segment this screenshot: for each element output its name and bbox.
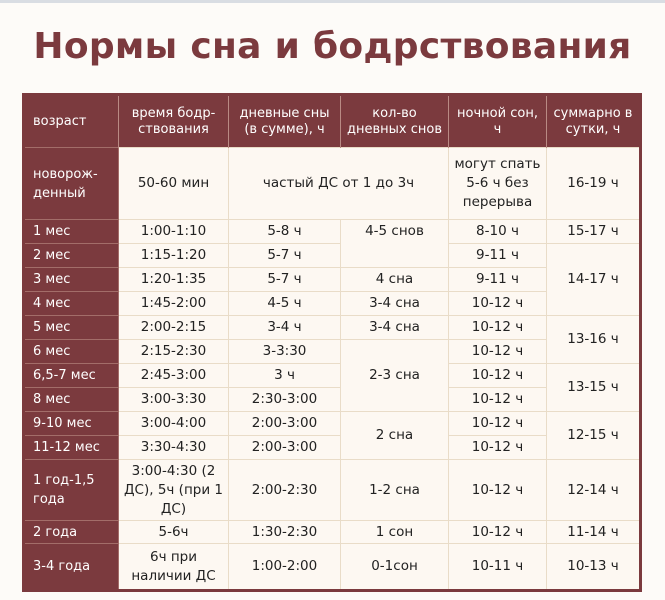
awake-cell: 1:45-2:00 [119, 292, 229, 316]
day-sleep-cell: 1:00-2:00 [229, 544, 341, 591]
night-cell: 9-11 ч [449, 244, 547, 268]
table-row [24, 316, 641, 340]
awake-cell: 2:15-2:30 [119, 340, 229, 364]
awake-cell: 3:00-4:30 (2 ДС), 5ч (при 1 ДС) [119, 460, 229, 521]
awake-cell: 3:30-4:30 [119, 436, 229, 460]
awake-cell: 6ч при наличии ДС [119, 544, 229, 591]
total-cell: 15-17 ч [547, 220, 641, 244]
total-cell: 14-17 ч [547, 244, 641, 316]
night-cell: 10-12 ч [449, 316, 547, 340]
night-cell: могут спать 5-6 ч без перерыва [449, 148, 547, 220]
age-cell: 3-4 года [24, 544, 119, 591]
naps-cell: 3-4 сна [341, 292, 449, 316]
table-row [24, 244, 641, 268]
day-sleep-cell: 1:30-2:30 [229, 521, 341, 544]
awake-cell: 50-60 мин [119, 148, 229, 220]
total-cell: 13-15 ч [547, 364, 641, 412]
age-cell: новорож-денный [24, 148, 119, 220]
age-cell: 5 мес [24, 316, 119, 340]
night-cell: 9-11 ч [449, 268, 547, 292]
naps-cell: 2 сна [341, 412, 449, 460]
total-cell: 12-14 ч [547, 460, 641, 521]
awake-cell: 3:00-3:30 [119, 388, 229, 412]
awake-cell: 1:20-1:35 [119, 268, 229, 292]
age-cell: 11-12 мес [24, 436, 119, 460]
header-day-sleep: дневные сны (в сумме), ч [229, 95, 341, 148]
naps-cell: 4-5 снов [341, 220, 449, 268]
day-sleep-cell: 2:00-3:00 [229, 436, 341, 460]
total-cell: 11-14 ч [547, 521, 641, 544]
top-divider [0, 0, 665, 3]
night-cell: 10-11 ч [449, 544, 547, 591]
age-cell: 9-10 мес [24, 412, 119, 436]
night-cell: 10-12 ч [449, 521, 547, 544]
naps-cell: 4 сна [341, 268, 449, 292]
age-cell: 4 мес [24, 292, 119, 316]
awake-cell: 1:00-1:10 [119, 220, 229, 244]
age-cell: 6,5-7 мес [24, 364, 119, 388]
awake-cell: 1:15-1:20 [119, 244, 229, 268]
awake-cell: 3:00-4:00 [119, 412, 229, 436]
table-row [24, 460, 641, 521]
age-cell: 3 мес [24, 268, 119, 292]
table-row [24, 148, 641, 220]
night-cell: 10-12 ч [449, 364, 547, 388]
table-row [24, 220, 641, 244]
day-sleep-cell: 2:00-3:00 [229, 412, 341, 436]
header-nap-count: кол-во дневных снов [341, 95, 449, 148]
night-cell: 10-12 ч [449, 388, 547, 412]
day-sleep-cell: 5-7 ч [229, 244, 341, 268]
age-cell: 8 мес [24, 388, 119, 412]
age-cell: 2 года [24, 521, 119, 544]
day-sleep-cell: 3 ч [229, 364, 341, 388]
day-sleep-merged-cell: частый ДС от 1 до 3ч [229, 148, 449, 220]
age-cell: 6 мес [24, 340, 119, 364]
naps-cell: 3-4 сна [341, 316, 449, 340]
awake-cell: 2:00-2:15 [119, 316, 229, 340]
age-cell: 1 год-1,5 года [24, 460, 119, 521]
awake-cell: 5-6ч [119, 521, 229, 544]
table-row [24, 412, 641, 436]
day-sleep-cell: 2:30-3:00 [229, 388, 341, 412]
sleep-norms-table [22, 93, 642, 592]
naps-cell: 1 сон [341, 521, 449, 544]
naps-cell: 0-1сон [341, 544, 449, 591]
night-cell: 10-12 ч [449, 340, 547, 364]
night-cell: 10-12 ч [449, 436, 547, 460]
age-cell: 1 мес [24, 220, 119, 244]
header-night-sleep: ночной сон, ч [449, 95, 547, 148]
age-cell: 2 мес [24, 244, 119, 268]
header-age: возраст [24, 95, 119, 148]
table-row [24, 521, 641, 544]
total-cell: 16-19 ч [547, 148, 641, 220]
day-sleep-cell: 3-3:30 [229, 340, 341, 364]
day-sleep-cell: 2:00-2:30 [229, 460, 341, 521]
table-header-row [24, 95, 641, 148]
header-awake-time: время бодр-ствования [119, 95, 229, 148]
naps-cell: 1-2 сна [341, 460, 449, 521]
day-sleep-cell: 5-7 ч [229, 268, 341, 292]
total-cell: 12-15 ч [547, 412, 641, 460]
table-row [24, 544, 641, 591]
day-sleep-cell: 5-8 ч [229, 220, 341, 244]
awake-cell: 2:45-3:00 [119, 364, 229, 388]
naps-cell: 2-3 сна [341, 340, 449, 412]
header-total: суммарно в сутки, ч [547, 95, 641, 148]
night-cell: 8-10 ч [449, 220, 547, 244]
table-row [24, 364, 641, 388]
night-cell: 10-12 ч [449, 412, 547, 436]
total-cell: 10-13 ч [547, 544, 641, 591]
day-sleep-cell: 3-4 ч [229, 316, 341, 340]
night-cell: 10-12 ч [449, 460, 547, 521]
total-cell: 13-16 ч [547, 316, 641, 364]
page-title: Нормы сна и бодрствования [33, 26, 632, 67]
day-sleep-cell: 4-5 ч [229, 292, 341, 316]
night-cell: 10-12 ч [449, 292, 547, 316]
